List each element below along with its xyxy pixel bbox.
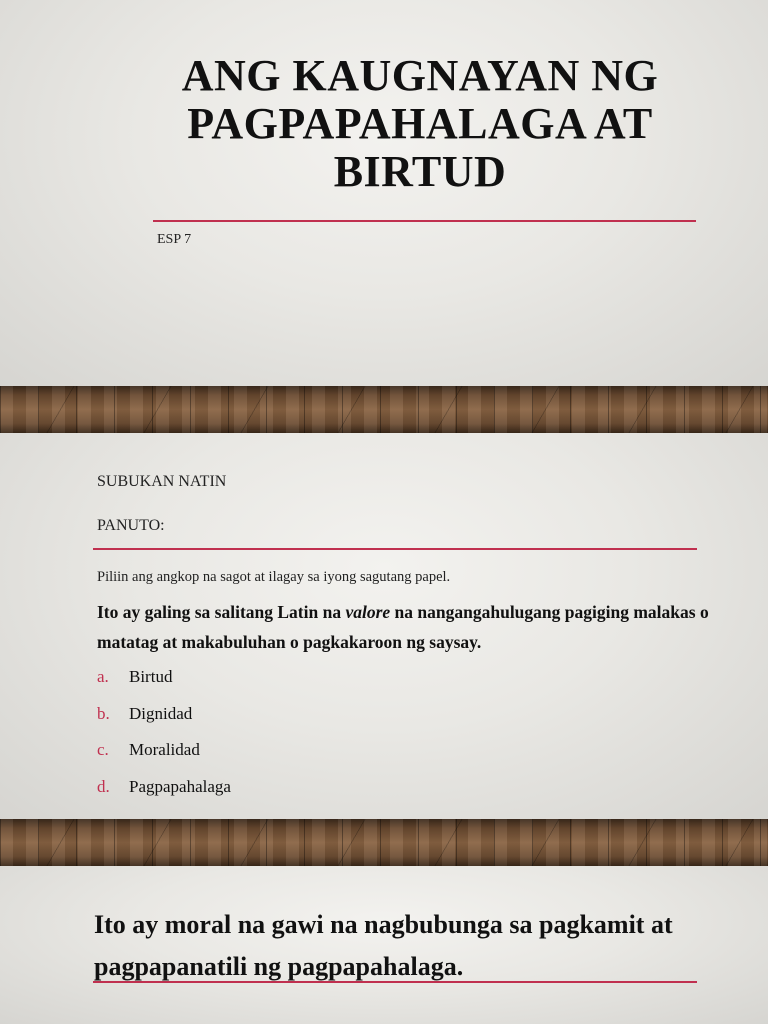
slide-subtitle: ESP 7: [157, 232, 192, 247]
option-c: [97, 740, 231, 777]
option-d: [97, 777, 231, 814]
option-letter: a.: [97, 667, 109, 686]
question-text: [97, 597, 737, 657]
option-text: Dignidad: [129, 703, 193, 723]
heading-divider: [93, 548, 697, 550]
slide-2: [0, 433, 768, 819]
option-b: [97, 704, 231, 741]
slide-title: ANG KAUGNAYAN NG PAGPAPAHALAGA AT BIRTUD: [181, 51, 659, 196]
section-heading: SUBUKAN NATIN: [97, 473, 227, 490]
question-post: na nangangahulugang pagiging malakas o matatag at makabuluhan o pagkakaroon ng saysay.: [97, 602, 709, 652]
instruction-text: Piliin ang angkop na sagot at ilagay sa iyong sagutang papel.: [97, 569, 451, 585]
option-text: Moralidad: [129, 740, 200, 759]
option-text: Pagpapahalaga: [129, 776, 231, 796]
option-letter: b.: [97, 703, 110, 723]
answer-options: [97, 667, 231, 813]
title-divider: [153, 220, 696, 222]
slide-3-text: Ito ay moral na gawi na nagbubunga sa pagkamit at pagpapanatili ng pagpapahalaga.: [94, 910, 673, 981]
instruction-heading: PANUTO:: [97, 517, 165, 534]
slide-3: [0, 866, 768, 1024]
question-pre: Ito ay galing sa salitang Latin na: [97, 602, 346, 622]
option-text: Birtud: [129, 667, 173, 686]
slide-3-divider: [93, 981, 697, 983]
question-italic-word: valore: [345, 602, 391, 622]
wood-floor-divider: [0, 819, 768, 866]
wood-floor-divider: [0, 386, 768, 433]
slide-1: [0, 0, 768, 386]
option-a: [97, 667, 231, 704]
option-letter: d.: [97, 776, 110, 796]
option-letter: c.: [97, 740, 109, 759]
